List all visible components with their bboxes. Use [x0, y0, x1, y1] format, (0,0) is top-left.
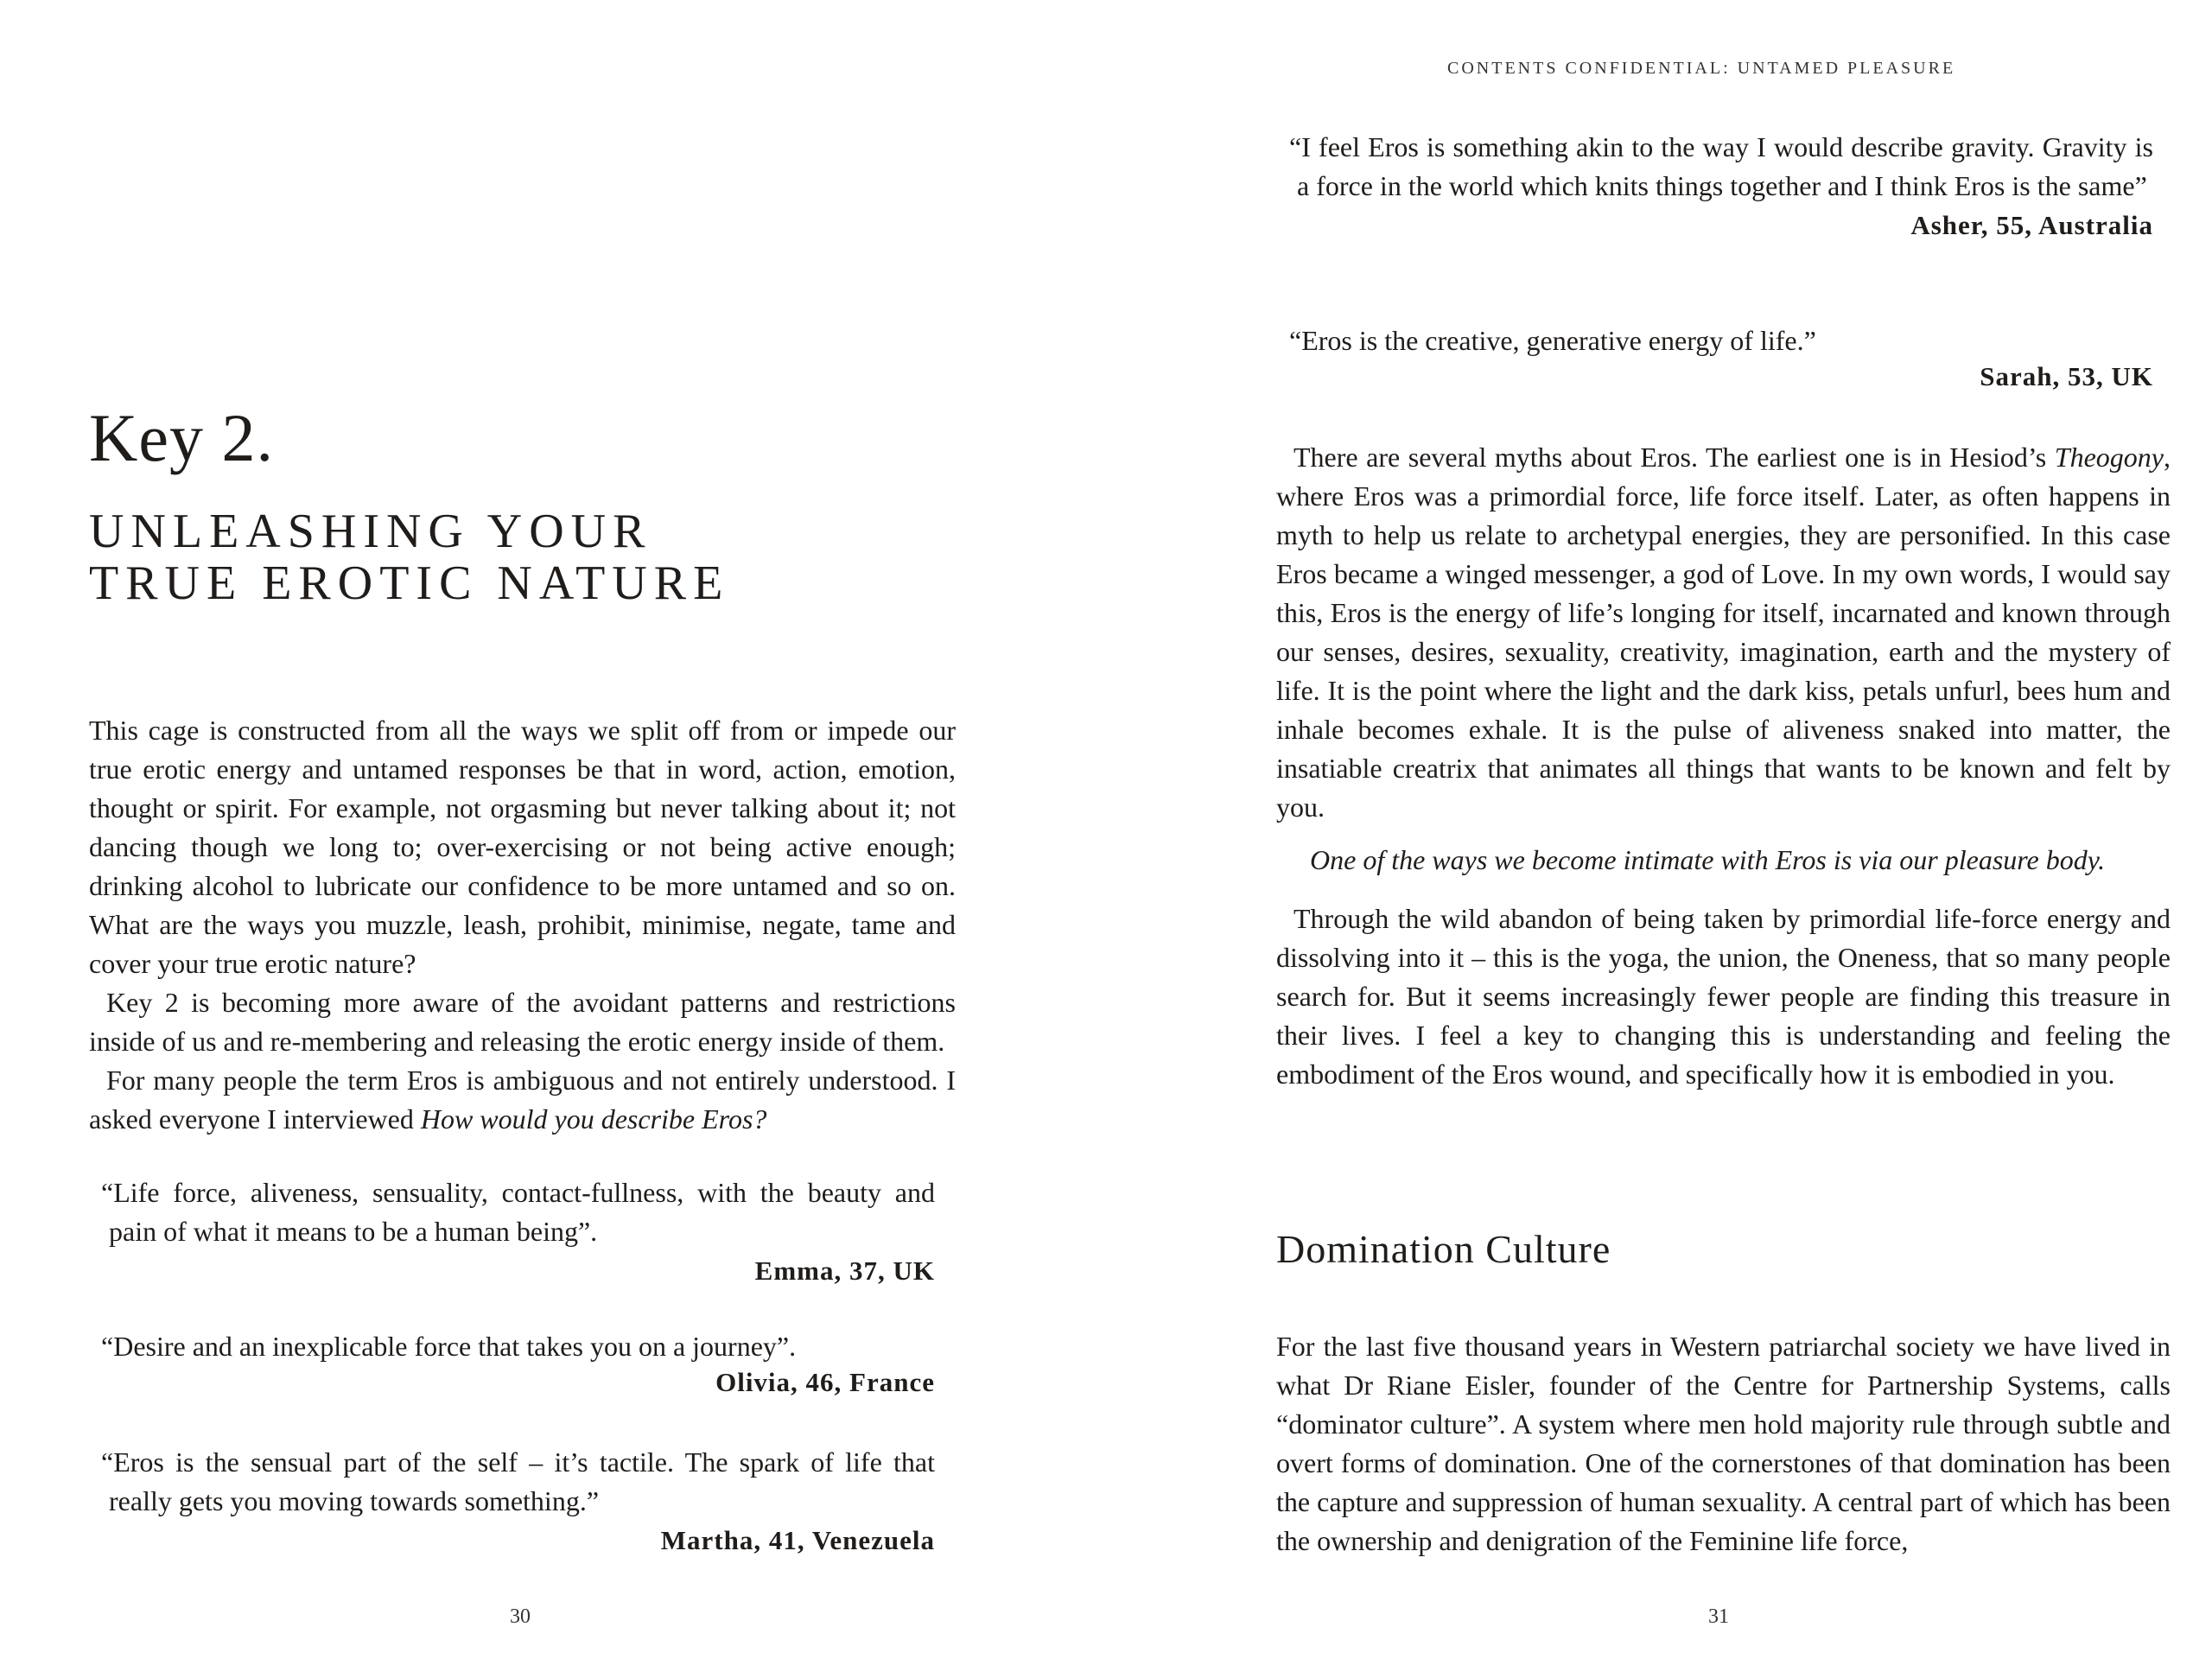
quote-text: “Desire and an inexplicable force that takes you on a journey”. — [101, 1331, 797, 1362]
page-number: 30 — [510, 1605, 531, 1628]
quote-text: “Eros is the creative, generative energy of life.” — [1289, 325, 1816, 356]
left-paragraph-2: Key 2 is becoming more aware of the avoidant patterns and restrictions inside of us and re-membering and releasing the erotic energy inside of them. — [89, 987, 956, 1057]
quote-martha — [101, 1443, 935, 1560]
quote-text: “I feel Eros is something akin to the way I would describe gravity. Gravity is a force in the world which knits things together and I think Eros is the same” — [1289, 131, 2153, 201]
right-paragraph-2-text: Through the wild abandon of being taken by primordial life-force energy and dissolving into it – this is the yoga, the union, the Oneness, that so many people search for. But it seems increasingly fewer people are finding this treasure in their lives. I feel a key to changing this is understanding and feeling the embodiment of the Eros wound, and specifically how it is embodied in you. — [1276, 903, 2171, 1090]
quote-text: “Life force, aliveness, sensuality, contact-fullness, with the beauty and pain of what it means to be a human being”. — [101, 1177, 935, 1247]
chapter-title-line-2: TRUE EROTIC NATURE — [89, 556, 730, 610]
key-heading: Key 2. — [89, 400, 274, 475]
quote-attribution: Olivia, 46, France — [715, 1367, 935, 1397]
left-body-text — [89, 711, 956, 1139]
right-page — [1106, 0, 2212, 1659]
right-paragraph-1-text — [1276, 438, 2171, 827]
quote-sarah — [1289, 321, 2153, 396]
section-heading: Domination Culture — [1276, 1227, 1611, 1271]
quote-attribution: Martha, 41, Venezuela — [660, 1525, 935, 1555]
right-paragraph-2 — [1276, 899, 2171, 1094]
left-paragraph-1: This cage is constructed from all the ways we split off from or impede our true erotic energy and untamed responses be that in word, action, emotion, thought or spirit. For example, not orgasming but never talking about it; not dancing though we long to; over-exercising or not being active enough; drinking alcohol to lubricate our confidence to be more untamed and so on. What are the ways you muzzle, leash, prohibit, minimise, negate, tame and cover your true erotic nature? — [89, 715, 956, 979]
right-paragraph-1 — [1276, 438, 2171, 827]
quote-olivia — [101, 1327, 935, 1402]
left-paragraph-3-italic: How would you describe Eros? — [420, 1103, 767, 1135]
quote-attribution: Emma, 37, UK — [754, 1255, 935, 1286]
chapter-title-line-1: UNLEASHING YOUR — [89, 505, 652, 558]
running-head: CONTENTS CONFIDENTIAL: UNTAMED PLEASURE — [1447, 59, 1956, 78]
quote-asher — [1289, 128, 2153, 245]
left-paragraph-3-text: For many people the term Eros is ambiguous and not entirely understood. I asked everyone I interviewed — [89, 1065, 956, 1135]
right-paragraph-1-italic: Theogony — [2054, 442, 2164, 473]
left-paragraph-3 — [89, 1061, 956, 1139]
page-number: 31 — [1708, 1605, 1729, 1628]
quote-emma — [101, 1173, 935, 1290]
chapter-title — [89, 505, 729, 609]
quote-attribution: Sarah, 53, UK — [1980, 361, 2153, 391]
italic-emphasis-line: One of the ways we become intimate with Eros is via our pleasure body. — [1310, 844, 2106, 875]
right-paragraph-1-part-a: There are several myths about Eros. The earliest one is in Hesiod’s — [1294, 442, 2055, 473]
right-paragraph-3-text: For the last five thousand years in Western patriarchal society we have lived in what Dr Riane Eisler, founder of the Centre for Partnership Systems, calls “dominator culture”. A system where men hold majority rule through subtle and overt forms of domination. One of the cornerstones of that domination has been the capture and suppression of human sexuality. A central part of which has been the ownership and denigration of the Feminine life force, — [1276, 1331, 2171, 1556]
right-paragraph-3 — [1276, 1327, 2171, 1560]
quote-attribution: Asher, 55, Australia — [1910, 210, 2153, 240]
right-paragraph-1-part-b: , where Eros was a primordial force, life force itself. Later, as often happens in myth to help us relate to archetypal energies, they are personified. In this case Eros became a winged messenger, a god of Love. In my own words, I would say this, Eros is the energy of life’s longing for itself, incarnated and known through our senses, desires, sexuality, creativity, imagination, earth and the mystery of life. It is the point where the light and the dark kiss, petals unfurl, bees hum and inhale becomes exhale. It is the pulse of aliveness snaked into matter, the insatiable creatrix that animates all things that wants to be known and felt by you. — [1276, 442, 2171, 823]
quote-text: “Eros is the sensual part of the self – it’s tactile. The spark of life that really gets you moving towards something.” — [101, 1446, 935, 1516]
